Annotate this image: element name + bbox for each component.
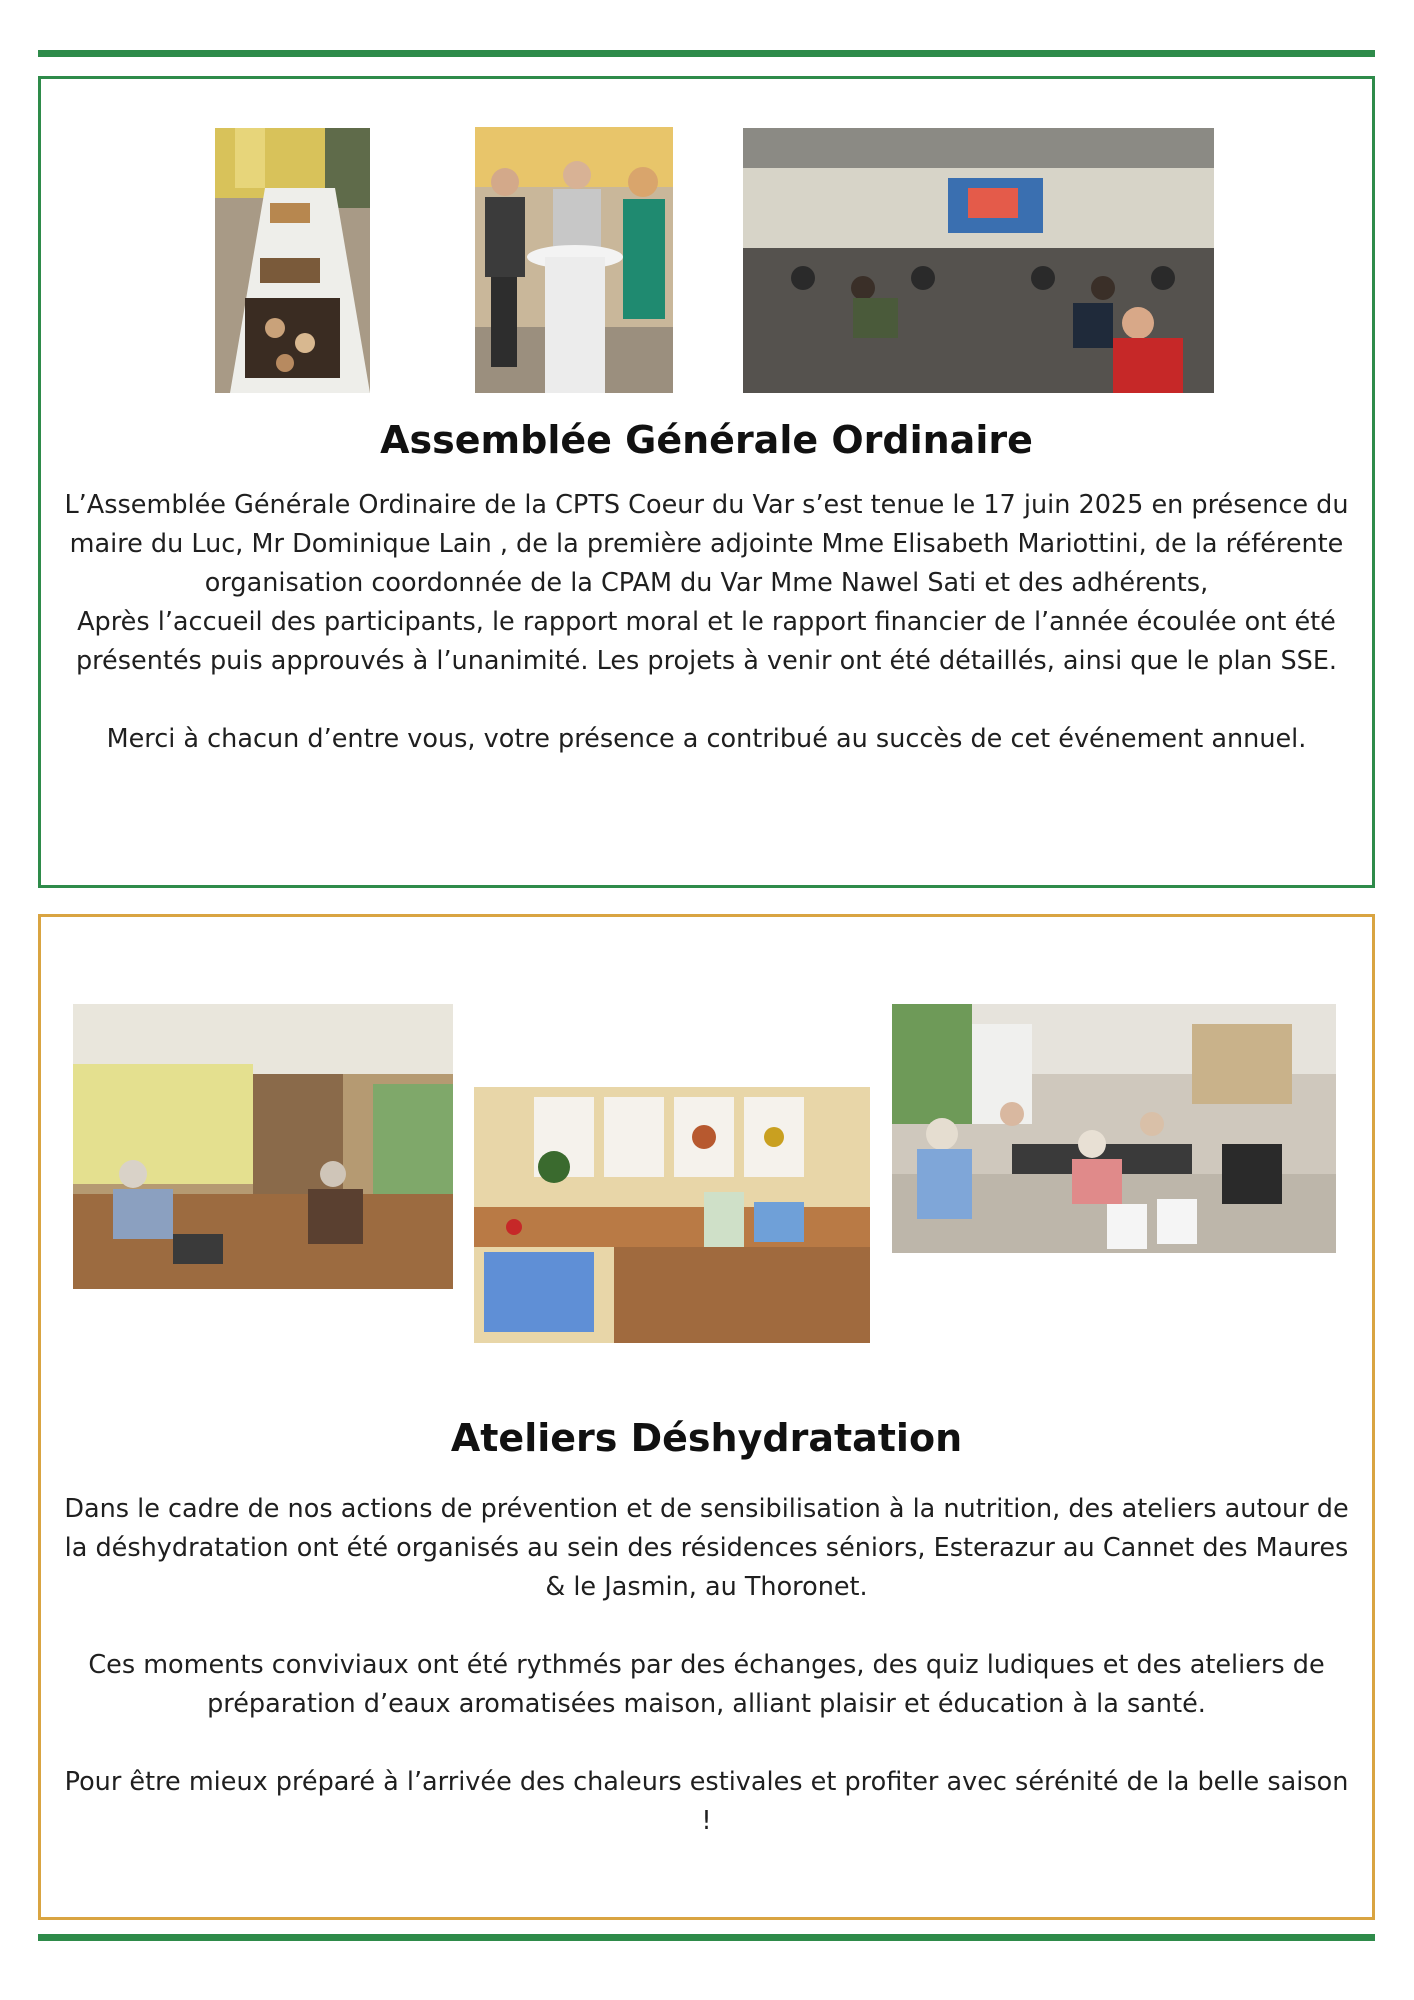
assembly-paragraph-1: L’Assemblée Générale Ordinaire de la CPTS Coeur du Var s’est tenue le 17 juin 2025 en présence du maire du Luc, Mr Dominique Lain , de la première adjointe Mme Elisabeth Mariottini, de la référente organisation coordonnée de la CPAM du Var Mme Nawel Sati et des adhérents, (64, 490, 1349, 598)
workshop-paragraph-3: Pour être mieux préparé à l’arrivée des chaleurs estivales et profiter avec sérénité de la belle saison ! (64, 1767, 1349, 1836)
bottom-green-rule (38, 1934, 1375, 1941)
assembly-section (38, 76, 1375, 888)
seniors-dining-photo (892, 1004, 1336, 1253)
buffet-table-photo (215, 128, 370, 393)
assembly-paragraph-3: Merci à chacun d’entre vous, votre présence a contribué au succès de cet événement annuel. (106, 724, 1307, 754)
assembly-paragraph-2: Après l’accueil des participants, le rapport moral et le rapport financier de l’année écoulée ont été présentés puis approuvés à l’unanimité. Les projets à venir ont été détaillés, ainsi que le plan SSE. (75, 607, 1338, 676)
hydration-workshop-table-photo (474, 1087, 870, 1343)
top-green-rule (38, 50, 1375, 57)
assembly-title: Assemblée Générale Ordinaire (380, 418, 1033, 462)
workshop-section (38, 914, 1375, 1920)
officials-standing-photo (475, 127, 673, 393)
workshop-title: Ateliers Déshydratation (450, 1416, 963, 1460)
assembly-body (61, 486, 1352, 759)
workshop-body (61, 1490, 1352, 1841)
seniors-common-room-photo (73, 1004, 453, 1289)
workshop-paragraph-1: Dans le cadre de nos actions de prévention et de sensibilisation à la nutrition, des ateliers autour de la déshydratation ont été organisés au sein des résidences séniors, Esterazur au Cannet des Maures & le Jasmin, au Thoronet. (64, 1494, 1349, 1602)
workshop-paragraph-2: Ces moments conviviaux ont été rythmés par des échanges, des quiz ludiques et des ateliers de préparation d’eaux aromatisées maison, alliant plaisir et éducation à la santé. (88, 1650, 1325, 1719)
assembly-projection-photo (743, 128, 1214, 393)
